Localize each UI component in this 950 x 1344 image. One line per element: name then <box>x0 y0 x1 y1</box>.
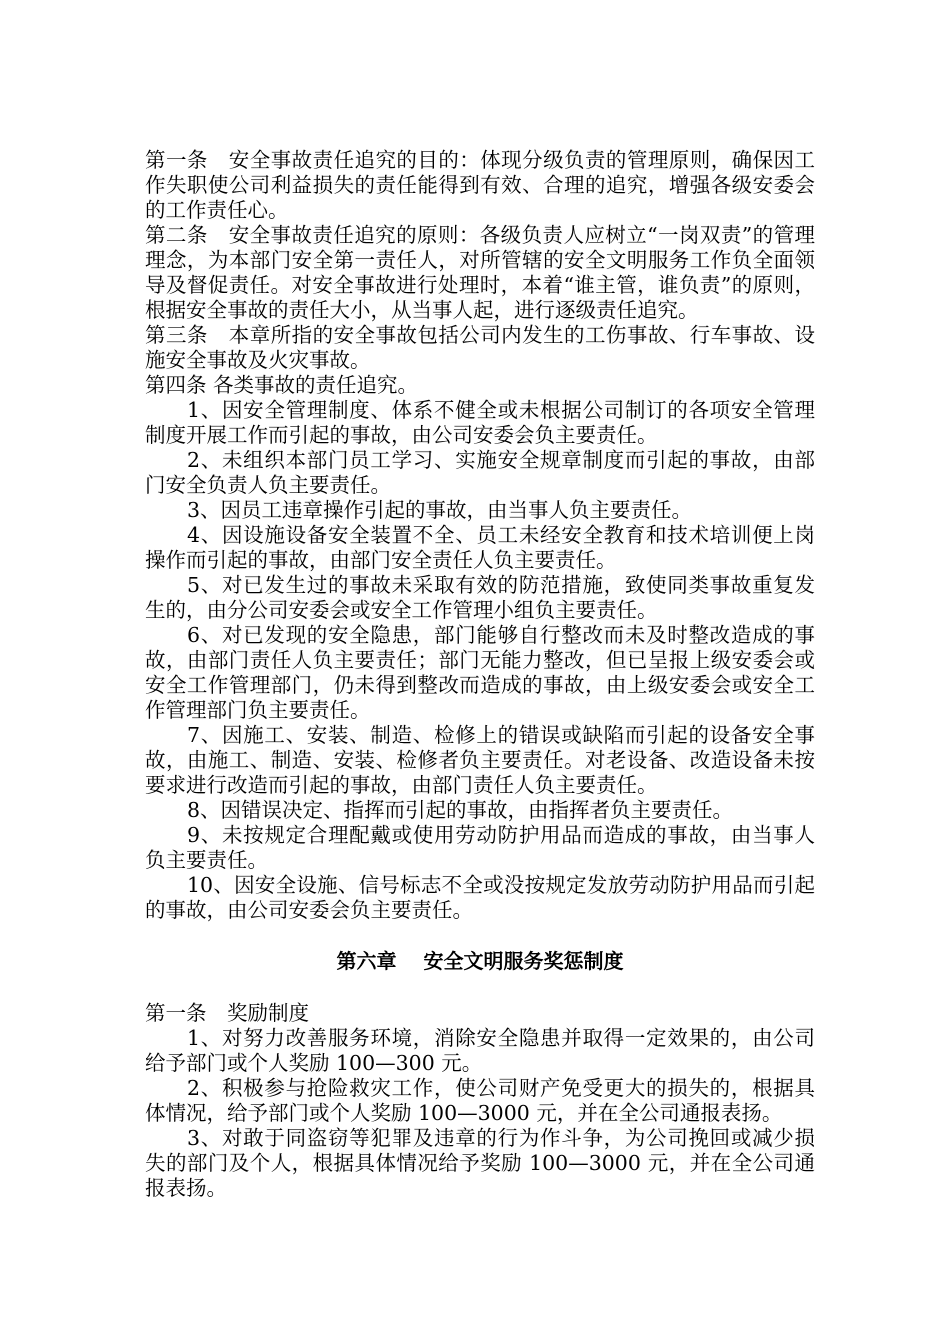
list-item: 10、因安全设施、信号标志不全或没按规定发放劳动防护用品而引起的事故，由公司安委会负主要责任。 <box>145 873 815 922</box>
list-item: 2、积极参与抢险救灾工作，使公司财产免受更大的损失的，根据具体情况，给予部门或个人奖励 100—3000 元，并在全公司通报表扬。 <box>145 1076 815 1125</box>
list-item: 3、对敢于同盗窃等犯罪及违章的行为作斗争，为公司挽回或减少损失的部门及个人，根据具体情况给予奖励 100—3000 元，并在全公司通报表扬。 <box>145 1126 815 1200</box>
list-item: 2、未组织本部门员工学习、实施安全规章制度而引起的事故，由部门安全负责人负主要责任。 <box>145 448 815 497</box>
chapter-title: 第六章 安全文明服务奖惩制度 <box>336 949 624 973</box>
list-item: 3、因员工违章操作引起的事故，由当事人负主要责任。 <box>187 498 693 522</box>
list-item: 7、因施工、安装、制造、检修上的错误或缺陷而引起的设备安全事故，由施工、制造、安装、检修者负主要责任。对老设备、改造设备未按要求进行改造而引起的事故，由部门责任人负主要责任。 <box>145 723 815 797</box>
list-item: 1、因安全管理制度、体系不健全或未根据公司制订的各项安全管理制度开展工作而引起的事故，由公司安委会负主要责任。 <box>145 398 815 447</box>
article-3: 第三条 本章所指的安全事故包括公司内发生的工伤事故、行车事故、设施安全事故及火灾事故。 <box>145 323 815 372</box>
reward-article-1: 第一条 奖励制度 <box>145 1001 309 1025</box>
article-1: 第一条 安全事故责任追究的目的：体现分级负责的管理原则，确保因工作失职使公司利益损失的责任能得到有效、合理的追究，增强各级安委会的工作责任心。 <box>145 148 815 222</box>
list-item: 8、因错误决定、指挥而引起的事故，由指挥者负主要责任。 <box>187 798 734 822</box>
article-4: 第四条 各类事故的责任追究。 <box>145 373 419 397</box>
document-page <box>145 148 815 1201</box>
list-item: 4、因设施设备安全装置不全、员工未经安全教育和技术培训便上岗操作而引起的事故，由部门安全责任人负主要责任。 <box>145 523 815 572</box>
list-item: 5、对已发生过的事故未采取有效的防范措施，致使同类事故重复发生的，由分公司安委会或安全工作管理小组负主要责任。 <box>145 573 815 622</box>
list-item: 9、未按规定合理配戴或使用劳动防护用品而造成的事故，由当事人负主要责任。 <box>145 823 815 872</box>
article-2: 第二条 安全事故责任追究的原则：各级负责人应树立“一岗双责”的管理理念，为本部门安全第一责任人，对所管辖的安全文明服务工作负全面领导及督促责任。对安全事故进行处理时，本着“谁主管，谁负责”的原则，根据安全事故的责任大小，从当事人起，进行逐级责任追究。 <box>145 223 815 322</box>
list-item: 6、对已发现的安全隐患，部门能够自行整改而未及时整改造成的事故，由部门责任人负主要责任；部门无能力整改，但已呈报上级安委会或安全工作管理部门，仍未得到整改而造成的事故，由上级安委会或安全工作管理部门负主要责任。 <box>145 623 815 722</box>
list-item: 1、对努力改善服务环境，消除安全隐患并取得一定效果的，由公司给予部门或个人奖励 100—300 元。 <box>145 1026 815 1075</box>
